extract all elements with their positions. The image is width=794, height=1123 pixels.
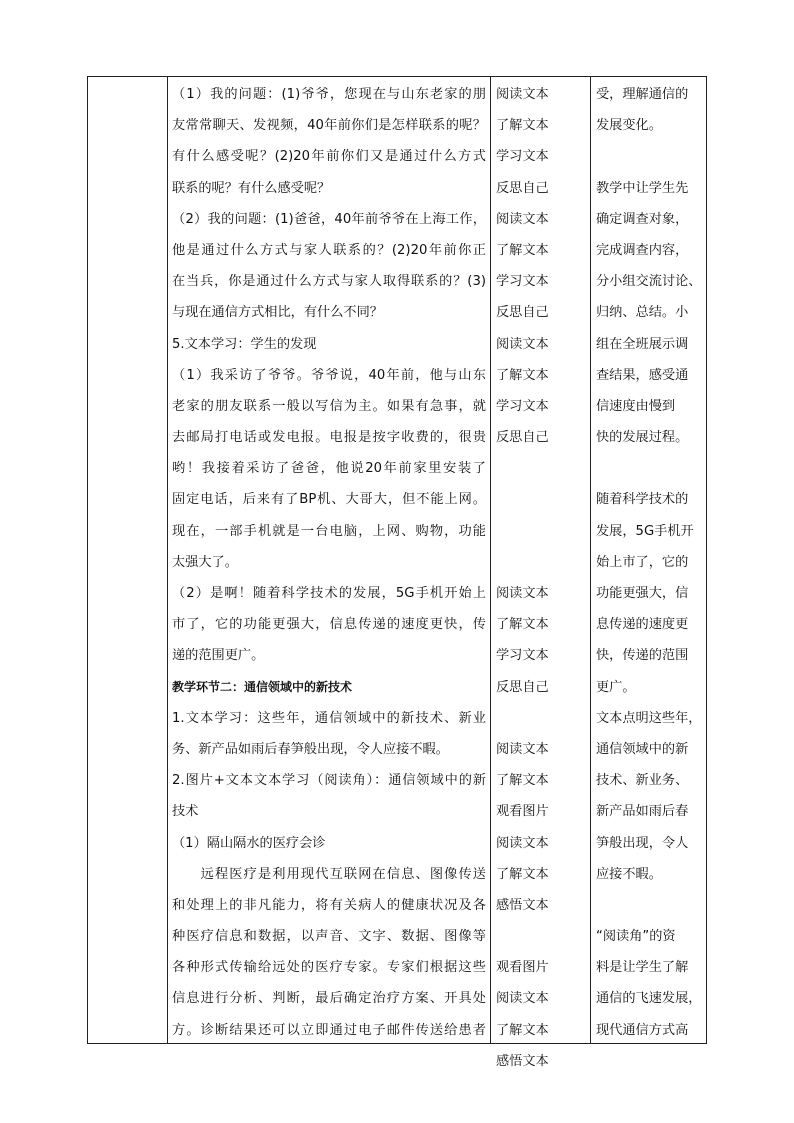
content-line: 去邮局打电话或发电报。电报是按字收费的，很贵 [172, 430, 486, 446]
content-line: 递的范围更广。 [172, 648, 265, 664]
content-line: 与现在通信方式相比，有什么不同？ [172, 305, 383, 321]
content-line: 和处理上的非凡能力，将有关病人的健康状况及各 [172, 897, 486, 913]
note-line: 应接不暇。 [596, 866, 662, 882]
activity-line: 反思自己 [496, 679, 549, 695]
activity-line: 阅读文本 [496, 991, 549, 1007]
content-line: 市了，它的功能更强大，信息传递的速度更快，传 [172, 617, 486, 633]
note-line [596, 453, 706, 484]
note-line: 确定调查对象， [596, 211, 689, 227]
note-line: 息传递的速度更 [596, 617, 689, 633]
content-line: 技术 [172, 804, 199, 820]
note-line [596, 890, 706, 921]
content-line: （2）是啊！随着科学技术的发展，5G手机开始上 [172, 586, 486, 601]
content-line: （1）我采访了爷爷。爷爷说，40年前，他与山东 [172, 367, 486, 383]
activity-line: 学习文本 [496, 648, 549, 664]
note-line: 组在全班展示调 [596, 336, 689, 352]
note-line: 快的发展过程。 [596, 430, 689, 446]
activity-line: 学习文本 [496, 274, 549, 290]
activity-line: 了解文本 [496, 1022, 549, 1038]
activity-line: 感悟文本 [496, 1053, 549, 1069]
activity-line: 学习文本 [496, 398, 549, 414]
note-line: 随着科学技术的 [596, 492, 689, 508]
content-line: 教学环节二：通信领域中的新技术 [172, 679, 353, 694]
activity-line: 阅读文本 [496, 586, 549, 601]
activity-line: 阅读文本 [496, 741, 549, 757]
note-line: 技术、新业务、 [596, 773, 689, 789]
activity-line: 反思自己 [496, 305, 549, 321]
activity-line: 阅读文本 [496, 336, 549, 352]
activity-line: 反思自己 [496, 180, 549, 196]
note-line: 文本点明这些年， [596, 710, 702, 726]
note-line: 料是让学生了解 [596, 960, 689, 976]
content-line: 种医疗信息和数据，以声音、文字、数据、图像等 [172, 929, 486, 945]
activity-line: 了解文本 [496, 367, 549, 383]
note-line: 教学中让学生先 [596, 180, 689, 196]
note-line: 归纳、总结。小 [596, 305, 689, 321]
content-line: 有什么感受呢？(2)20年前你们又是通过什么方式 [172, 149, 486, 165]
content-line: 务、新产品如雨后春笋般出现，令人应接不暇。 [172, 741, 449, 757]
content-line: 5.文本学习：学生的发现 [172, 336, 317, 352]
content-line: 现在，一部手机就是一台电脑，上网、购物，功能 [172, 523, 486, 539]
content-line: 老家的朋友联系一般以写信为主。如果有急事，就 [172, 398, 486, 414]
design-intent-column [596, 79, 706, 1046]
note-line: 始上市了，它的 [596, 554, 689, 570]
content-line: 在当兵，你是通过什么方式与家人取得联系的？(3) [172, 274, 486, 290]
activity-line: 了解文本 [496, 242, 549, 258]
column-divider [590, 77, 591, 1043]
activity-line: 观看图片 [496, 804, 549, 820]
content-line: （2）我的问题：(1)爸爸，40年前爷爷在上海工作， [172, 211, 486, 227]
activity-line: 阅读文本 [496, 87, 549, 102]
activity-line: 反思自己 [496, 430, 549, 446]
note-line: “阅读角”的资 [596, 929, 676, 945]
note-line: 发展，5G手机开 [596, 523, 694, 539]
content-line: 固定电话，后来有了BP机、大哥大，但不能上网。 [172, 492, 486, 508]
student-activity-column [496, 79, 586, 1077]
column-divider [490, 77, 491, 1043]
note-line: 发展变化。 [596, 118, 662, 134]
content-line: 他是通过什么方式与家人联系的？(2)20年前你正 [172, 242, 486, 258]
note-line: 快，传递的范围 [596, 648, 689, 664]
activity-line [496, 921, 586, 952]
activity-line [496, 703, 586, 734]
content-line: （1）我的问题：(1)爷爷，您现在与山东老家的朋 [172, 87, 486, 102]
content-line: （1）隔山隔水的医疗会诊 [172, 835, 326, 851]
note-line: 更广。 [596, 679, 636, 695]
note-line: 通信的飞速发展， [596, 991, 702, 1007]
lesson-table [87, 76, 707, 1069]
activity-line [496, 484, 586, 515]
content-line: 远程医疗是利用现代互联网在信息、图像传送 [172, 866, 486, 882]
activity-line: 观看图片 [496, 960, 549, 976]
activity-line: 了解文本 [496, 617, 549, 633]
note-line: 分小组交流讨论、 [596, 274, 702, 290]
content-line: 2.图片+文本文本学习（阅读角）：通信领域中的新 [172, 773, 486, 789]
activity-line [496, 547, 586, 578]
content-line: 方。诊断结果还可以立即通过电子邮件传送给患者 [172, 1022, 486, 1038]
note-line: 功能更强大，信 [596, 586, 689, 601]
content-line: 1.文本学习：这些年，通信领域中的新技术、新业 [172, 710, 486, 726]
activity-line [496, 453, 586, 484]
activity-line: 了解文本 [496, 866, 549, 882]
note-line: 现代通信方式高 [596, 1022, 689, 1038]
note-line: 通信领域中的新 [596, 741, 689, 757]
content-line: 哟！我接着采访了爸爸，他说20年前家里安装了 [172, 461, 486, 477]
activity-line: 阅读文本 [496, 211, 549, 227]
note-line: 信速度由慢到 [596, 398, 676, 414]
note-line [596, 141, 706, 172]
content-line: 友常常聊天、发视频，40年前你们是怎样联系的呢？ [172, 118, 486, 134]
column-divider [167, 77, 168, 1043]
note-line: 受，理解通信的 [596, 87, 689, 102]
content-line: 信息进行分析、判断，最后确定治疗方案、开具处 [172, 991, 486, 1007]
activity-line: 学习文本 [496, 149, 549, 165]
teaching-content-column [172, 79, 486, 1046]
note-line: 新产品如雨后春 [596, 804, 689, 820]
activity-line: 了解文本 [496, 773, 549, 789]
note-line: 查结果，感受通 [596, 367, 689, 383]
content-line: 联系的呢？有什么感受呢？ [172, 180, 331, 196]
activity-line [496, 516, 586, 547]
note-line: 完成调查内容， [596, 242, 689, 258]
activity-line: 了解文本 [496, 118, 549, 134]
activity-line: 感悟文本 [496, 897, 549, 913]
activity-line: 阅读文本 [496, 835, 549, 851]
note-line: 笋般出现，令人 [596, 835, 689, 851]
content-line: 各种形式传输给远处的医疗专家。专家们根据这些 [172, 960, 486, 976]
content-line: 太强大了。 [172, 554, 238, 570]
